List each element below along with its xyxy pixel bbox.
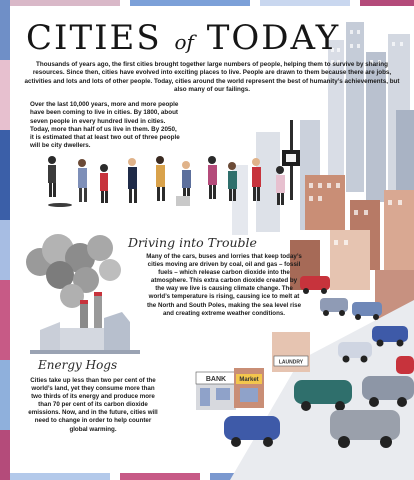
title-today: TODAY: [206, 18, 341, 58]
energy-paragraph: Cities take up less than two per cent of the world’s land, yet they consume more than two thirds of its energy and produce more than 70 per cent of its carbon dioxide emissions. Now, and in the future, cities will need to change in order to help counter global warming.: [28, 377, 158, 433]
bank-sign: BANK: [205, 376, 227, 383]
market-sign: Market: [239, 377, 259, 383]
pedestrians-illustration: [48, 156, 285, 207]
driving-paragraph: Many of the cars, buses and lorries that keep today’s cities moving are driven by coal, oil and gas – fossil fuels – which release carbon dioxide into the atmosphere. This extra carbon dioxide created by the way we live is causing climate change. The world’s temperature is rising, causing ice to melt at the North and South Poles, making the sea level rise and creating extreme weather conditions.: [146, 253, 302, 317]
title-cities: CITIES: [26, 18, 162, 58]
page-title: [26, 18, 340, 58]
laundry-sign: LAUNDRY: [278, 359, 304, 366]
energy-heading: Energy Hogs: [38, 358, 118, 372]
urbanisation-paragraph: Over the last 10,000 years, more and more people have been coming to live in cities. By 1800, about seven people in every hundred lived in cities. Today, more than half of us live in them. By 2050, it is estimated that at least two out of three people will be city dwellers.: [30, 101, 180, 150]
factory-smoke-illustration: [26, 234, 121, 308]
intro-paragraph: Thousands of years ago, the first cities brought together large numbers of people, helping them to survive by sharing resources. Since then, cities have evolved into exciting places to live. People are drawn to them because there are jobs, activities and lots and lots of other people. Today, cities around the world represent the best of humanity’s achievements, but also many of our failings.: [24, 61, 400, 93]
title-of: of: [174, 30, 194, 54]
driving-heading: Driving into Trouble: [128, 235, 257, 250]
factory-illustration: [30, 292, 140, 354]
